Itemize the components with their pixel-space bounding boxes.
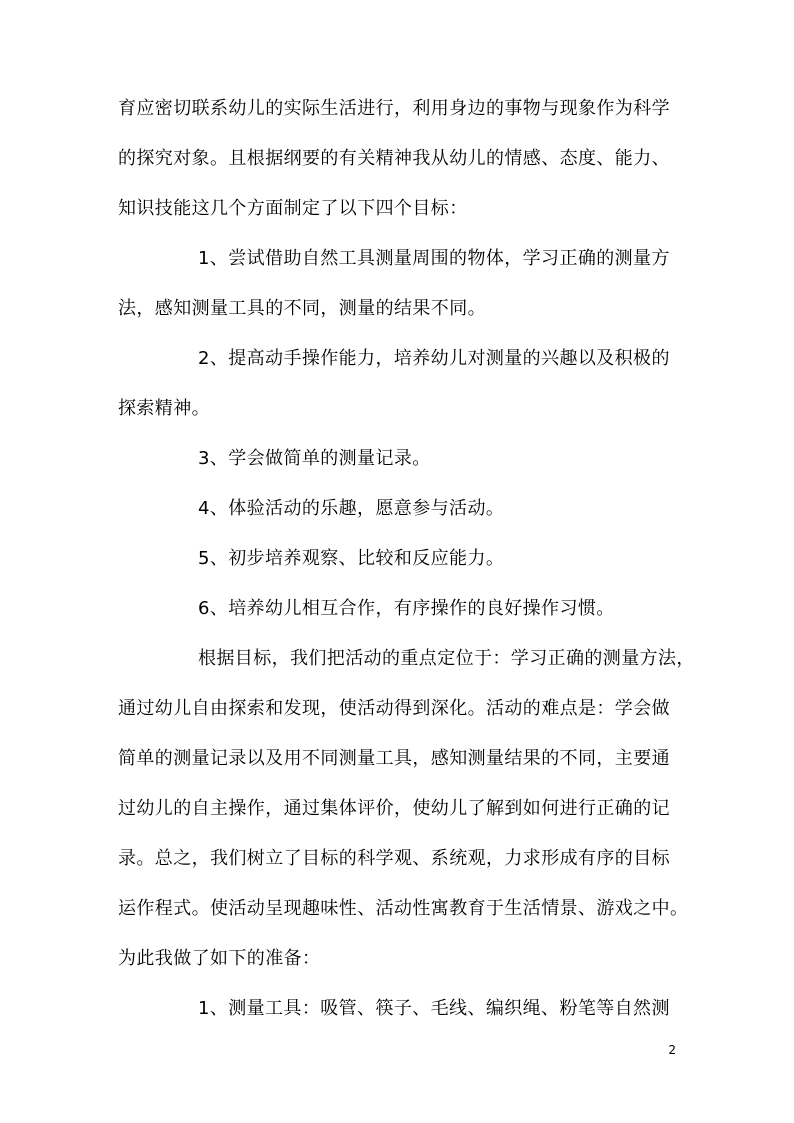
text-line: 根据目标，我们把活动的重点定位于：学习正确的测量方法，	[198, 648, 695, 669]
text-line: 4、体验活动的乐趣，愿意参与活动。	[198, 498, 505, 519]
text-line: 5、初步培养观察、比较和反应能力。	[198, 548, 505, 569]
text-line: 知识技能这几个方面制定了以下四个目标：	[118, 198, 468, 219]
text-line: 6、培养幼儿相互合作，有序操作的良好操作习惯。	[198, 598, 615, 619]
text-line: 录。总之，我们树立了目标的科学观、系统观，力求形成有序的目标	[118, 848, 670, 869]
text-line: 的探究对象。且根据纲要的有关精神我从幼儿的情感、态度、能力、	[118, 148, 670, 169]
text-line: 探索精神。	[118, 398, 210, 419]
page-number: 2	[668, 1043, 676, 1057]
text-line: 运作程式。使活动呈现趣味性、活动性寓教育于生活情景、游戏之中。	[118, 898, 689, 919]
text-line: 为此我做了如下的准备：	[118, 948, 321, 969]
text-line: 法，感知测量工具的不同，测量的结果不同。	[118, 298, 486, 319]
text-line: 通过幼儿自由探索和发现，使活动得到深化。活动的难点是：学会做	[118, 698, 670, 719]
text-line: 3、学会做简单的测量记录。	[198, 448, 431, 469]
text-line: 1、尝试借助自然工具测量周围的物体，学习正确的测量方	[198, 248, 670, 269]
text-line: 1、测量工具：吸管、筷子、毛线、编织绳、粉笔等自然测	[198, 998, 670, 1019]
text-line: 简单的测量记录以及用不同测量工具，感知测量结果的不同，主要通	[118, 748, 670, 769]
text-line: 育应密切联系幼儿的实际生活进行，利用身边的事物与现象作为科学	[118, 98, 670, 119]
text-line: 2、提高动手操作能力，培养幼儿对测量的兴趣以及积极的	[198, 348, 670, 369]
text-line: 过幼儿的自主操作，通过集体评价，使幼儿了解到如何进行正确的记	[118, 798, 670, 819]
